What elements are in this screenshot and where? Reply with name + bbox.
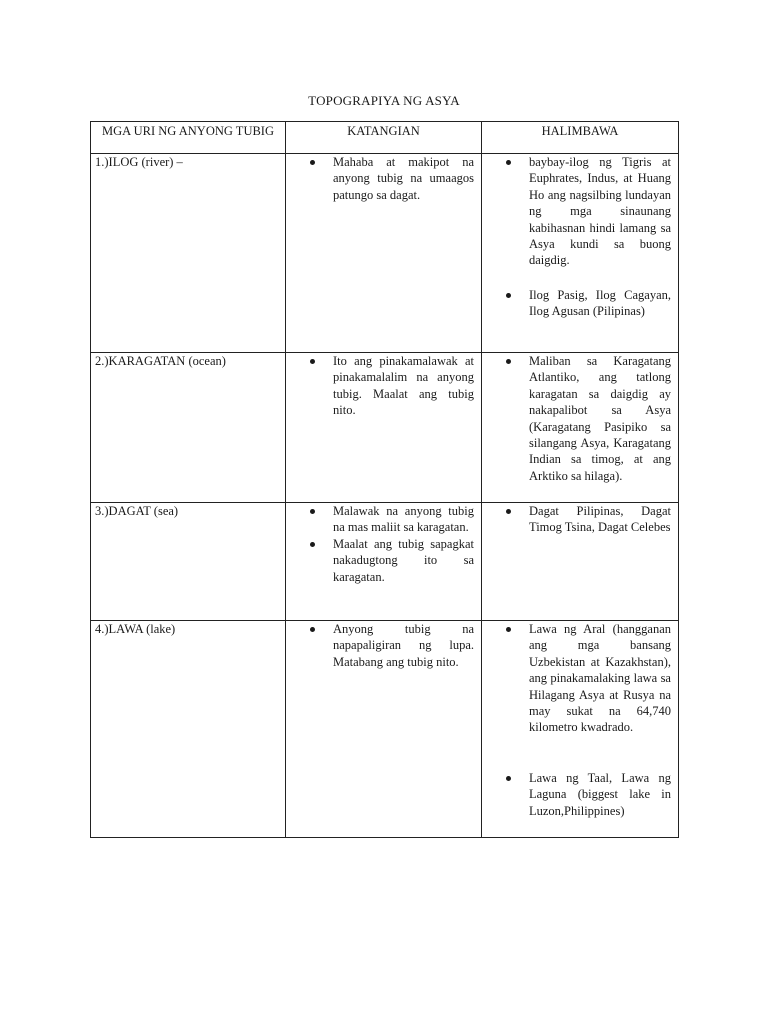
bullet-icon [310,160,315,165]
list-item-text: Mahaba at makipot na anyong tubig na umaagos patungo sa dagat. [333,155,474,202]
bullet-icon [506,509,511,514]
list-item-text: Dagat Pilipinas, Dagat Timog Tsina, Dagat Celebes [529,504,671,535]
list-item [290,503,477,536]
table-row [91,503,679,621]
list-item [486,621,674,736]
list-item-text: Maalat ang tubig sapagkat nakadugtong ito sa karagatan. [333,536,474,584]
list-item-text: Lawa ng Aral (hangganan ang mga bansang Uzbekistan at Kazakhstan), ang pinakamalaking lawa sa Hilagang Asya at Rusya na may sukat na 64,740 kilometro kwadrado. [529,622,671,735]
list-item [486,353,674,484]
list-item [290,621,477,670]
list-item-text: Anyong tubig na napapaligiran ng lupa. Matabang ang tubig nito. [333,622,474,669]
halimbawa-cell [482,503,679,621]
bullet-icon [310,509,315,514]
list-item [486,503,674,536]
bullet-icon [506,359,511,364]
list-item-text: Maliban sa Karagatang Atlantiko, ang tatlong karagatan sa daigdig ay nakapalibot sa Asya (Karagatang Pasipiko sa silangang Asya, Karagatang Indian sa timog, at ang Arktiko sa hilaga). [529,354,671,483]
bullet-icon [310,542,315,547]
list-item-text: Lawa ng Taal, Lawa ng Laguna (biggest lake in Luzon,Philippines) [529,770,671,818]
katangian-cell [286,621,482,838]
table-header-row [91,122,679,154]
list-item [486,770,674,819]
list-item [486,154,674,269]
row-name-lawa: 4.)LAWA (lake) [91,621,286,838]
list-item [290,353,477,419]
row-name-karagatan: 2.)KARAGATAN (ocean) [91,353,286,503]
bullet-icon [506,293,511,298]
list-item-text: Ilog Pasig, Ilog Cagayan, Ilog Agusan (Pilipinas) [529,287,671,319]
halimbawa-cell [482,353,679,503]
header-mga-uri: MGA URI NG ANYONG TUBIG [91,122,286,154]
header-katangian: KATANGIAN [286,122,482,154]
katangian-cell [286,353,482,503]
list-item-text: Ito ang pinakamalawak at pinakamalalim na anyong tubig. Maalat ang tubig nito. [333,354,474,418]
katangian-cell [286,503,482,621]
list-item [290,536,477,585]
list-item [486,287,674,320]
bullet-icon [506,776,511,781]
water-forms-table [90,121,679,838]
bullet-icon [310,627,315,632]
halimbawa-cell [482,154,679,353]
row-name-dagat: 3.)DAGAT (sea) [91,503,286,621]
table-row [91,621,679,838]
bullet-icon [310,359,315,364]
list-item-text: baybay-ilog ng Tigris at Euphrates, Indus, at Huang Ho ang nagsilbing lundayan ng mga sinaunang kabihasnan hindi lamang sa Asya kundi sa buong daigdig. [529,155,671,268]
table-row [91,154,679,353]
header-halimbawa: HALIMBAWA [482,122,679,154]
document-title: TOPOGRAPIYA NG ASYA [308,93,460,108]
list-item [290,154,477,203]
bullet-icon [506,627,511,632]
halimbawa-cell [482,621,679,838]
list-item-text: Malawak na anyong tubig na mas maliit sa karagatan. [333,504,474,535]
katangian-cell [286,154,482,353]
bullet-icon [506,160,511,165]
table-row [91,353,679,503]
row-name-ilog: 1.)ILOG (river) – [91,154,286,353]
